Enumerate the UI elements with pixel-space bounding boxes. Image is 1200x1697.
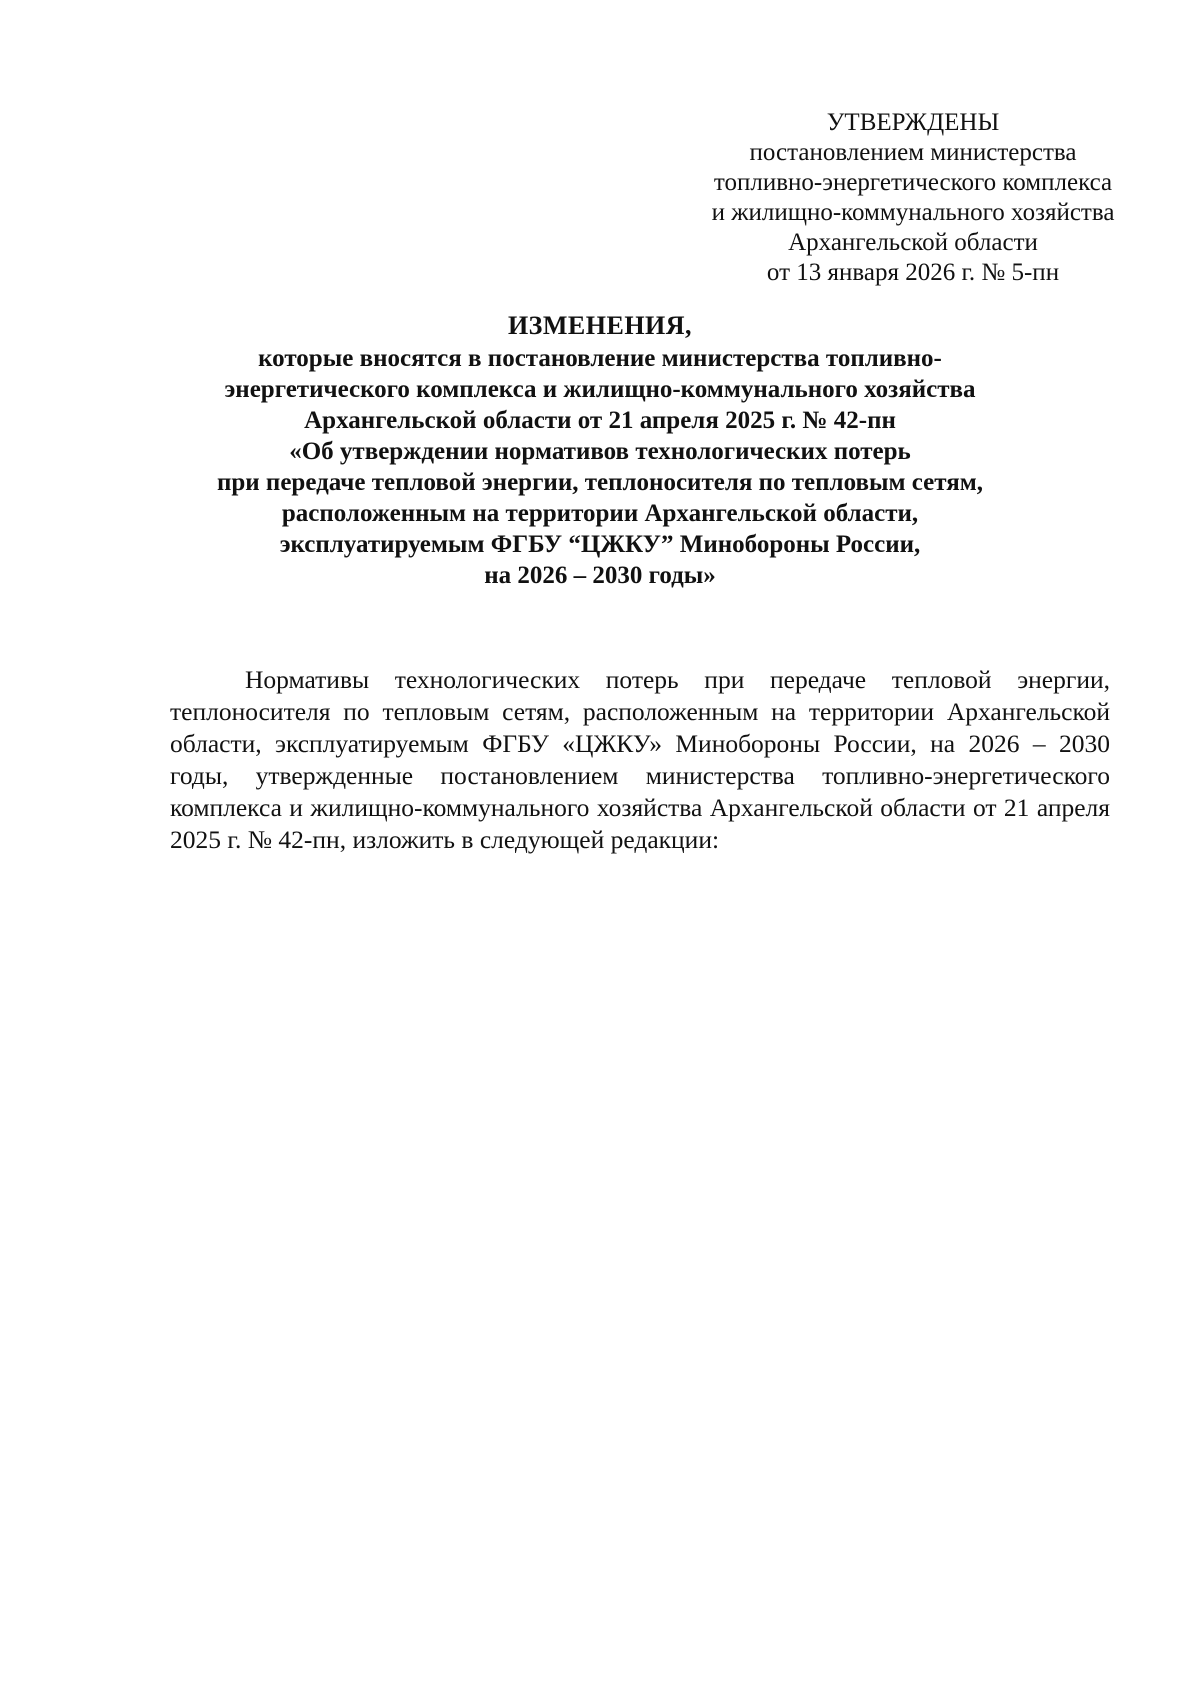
- title-line: при передаче тепловой энергии, теплоносителя по тепловым сетям,: [216, 469, 984, 496]
- approval-line-ministry-fuel: топливно-энергетического комплекса: [713, 169, 1113, 196]
- approval-line-approved: УТВЕРЖДЕНЫ: [826, 109, 1000, 136]
- approval-stamp: [683, 108, 1143, 288]
- title-line: «Об утверждении нормативов технологических потерь: [289, 438, 911, 465]
- approval-line-resolution: постановлением министерства: [749, 139, 1077, 166]
- title-heading: ИЗМЕНЕНИЯ,: [507, 311, 693, 340]
- title-line: которые вносятся в постановление министерства топливно-: [258, 345, 942, 372]
- title-line: эксплуатируемым ФГБУ “ЦЖКУ” Минобороны России,: [279, 531, 921, 558]
- approval-line-ministry-housing: и жилищно-коммунального хозяйства: [711, 199, 1115, 226]
- title-line: энергетического комплекса и жилищно-коммунального хозяйства: [224, 376, 976, 403]
- approval-line-region: Архангельской области: [788, 229, 1038, 256]
- title-line: Архангельской области от 21 апреля 2025 г. № 42-пн: [304, 407, 896, 434]
- title-line: на 2026 – 2030 годы»: [484, 562, 716, 589]
- document-title: [150, 310, 1050, 591]
- title-line: расположенным на территории Архангельской области,: [281, 500, 919, 527]
- approval-line-date-number: от 13 января 2026 г. № 5-пн: [766, 259, 1060, 286]
- body-paragraph: Нормативы технологических потерь при передаче тепловой энергии, теплоносителя по тепловым сетям, расположенным на территории Архангельской области, эксплуатируемым ФГБУ «ЦЖКУ» Минобороны России, на 2026 – 2030 годы, утвержденные постановлением министерства топливно-энергетического комплекса и жилищно-коммунального хозяйства Архангельской области от 21 апреля 2025 г. № 42-пн, изложить в следующей редакции:: [170, 665, 1110, 854]
